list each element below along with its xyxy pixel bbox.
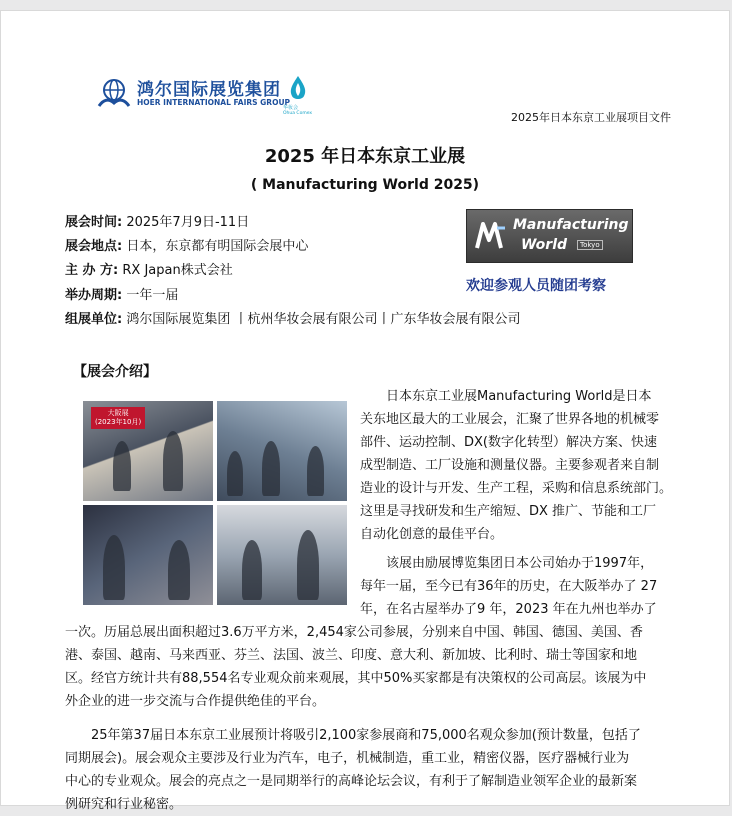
manufacturing-world-logo <box>466 209 633 263</box>
info-value: 鸿尔国际展览集团 丨杭州华妆会展有限公司丨广东华妆会展有限公司 <box>122 311 521 327</box>
paragraph-line: 港、泰国、越南、马来西亚、芬兰、法国、波兰、印度、意大利、新加坡、比利时、瑞士等国家和地 <box>65 648 638 663</box>
intro-paragraph-1 <box>360 385 673 546</box>
info-row-exhibitors <box>65 308 520 332</box>
hoer-brand-cn: 鸿尔国际展览集团 <box>137 80 281 100</box>
paragraph-line: 区。经官方统计共有88,554名专业观众前来观展，其中50%买家都是有决策权的公司高层。该展为中 <box>65 671 647 686</box>
info-row-venue <box>65 235 520 259</box>
paragraph-line: 同期展会)。展会观众主要涉及行业为汽车，电子，机械制造，重工业，精密仪器，医疗器械行业为 <box>65 751 630 766</box>
paragraph-line: 25年第37届日本东京工业展预计将吸引2,100家参展商和75,000名观众参加(预计数量，包括了 <box>91 728 641 743</box>
paragraph-line: 一次。历届总展出面积超过3.6万平方米，2,454家公司参展，分别来自中国、韩国、德国、美国、香 <box>65 625 643 640</box>
ohua-brand-cn: 华妆会 <box>283 105 299 111</box>
intro-paragraph-3 <box>65 724 669 816</box>
paragraph-line: 例研究和行业秘密。 <box>65 797 183 812</box>
photo-figure <box>242 540 262 600</box>
photo-tag: 大阪展 (2023年10月) <box>91 407 145 429</box>
photo-figure <box>103 535 125 600</box>
ohua-drop-logo-icon <box>283 74 313 104</box>
paragraph-line: 每年一届，至今已有36年的历史，在大阪举办了 27 <box>360 579 658 594</box>
paragraph-line: 日本东京工业展Manufacturing World是日本 <box>386 389 652 404</box>
photo-figure <box>163 431 183 491</box>
paragraph-line: 部件、运动控制、DX(数字化转型）解决方案、快速 <box>360 435 657 450</box>
info-row-time <box>65 211 520 235</box>
photo-figure <box>113 441 131 491</box>
exhibition-photo-grid <box>83 401 347 605</box>
info-row-organizer <box>65 259 520 283</box>
intro-paragraph-2 <box>360 552 668 621</box>
document-subtitle: ( Manufacturing World 2025) <box>250 177 480 193</box>
photo-figure <box>262 441 280 496</box>
photo-figure <box>307 446 324 496</box>
photo-figure <box>227 451 243 496</box>
mw-logo-line2: World <box>521 237 568 253</box>
paragraph-line: 关东地区最大的工业展会，汇聚了世界各地的机械零 <box>360 412 660 427</box>
paragraph-line: 这里是寻找研发和生产缩短、DX 推广、节能和工厂 <box>360 504 657 519</box>
header-note: 2025年日本东京工业展项目文件 <box>511 111 671 124</box>
paragraph-line: 外企业的进一步交流与合作提供绝佳的平台。 <box>65 694 326 709</box>
section-title: 【展会介绍】 <box>73 364 157 380</box>
mw-logo-line1: Manufacturing <box>513 217 629 233</box>
document-title: 2025 年日本东京工业展 <box>264 146 466 167</box>
hoer-globe-logo-icon <box>97 76 131 110</box>
info-label: 展会时间: <box>65 215 123 230</box>
info-row-cycle <box>65 284 520 308</box>
hoer-brand-en: HOER INTERNATIONAL FAIRS GROUP <box>137 98 291 107</box>
logo-area <box>97 66 337 126</box>
event-info-list <box>65 211 520 332</box>
photo-figure <box>297 530 319 600</box>
info-label: 展会地点: <box>65 239 123 255</box>
exhibition-photo <box>217 505 347 605</box>
photo-figure <box>168 540 190 600</box>
welcome-note: 欢迎参观人员随团考察 <box>466 278 606 294</box>
exhibition-photo <box>217 401 347 501</box>
mw-logo-icon <box>475 220 507 252</box>
paragraph-line: 造业的设计与开发、生产工程，采购和信息系统部门。 <box>360 481 673 496</box>
info-value: 2025年7月9日-11日 <box>122 215 250 230</box>
info-label: 举办周期: <box>65 287 123 303</box>
exhibition-photo <box>83 505 213 605</box>
info-value: 一年一届 <box>122 287 179 303</box>
paragraph-line: 年，在名古屋举办了9 年，2023 年在九州也举办了 <box>360 602 657 617</box>
info-label: 组展单位: <box>65 311 123 327</box>
mw-logo-tag: Tokyo <box>577 240 603 250</box>
info-label: 主 办 方: <box>65 263 119 279</box>
exhibition-photo <box>83 401 213 501</box>
paragraph-line: 成型制造、工厂设施和测量仪器。主要参观者来自制 <box>360 458 660 473</box>
paragraph-line: 中心的专业观众。展会的亮点之一是同期举行的高峰论坛会议，有利于了解制造业领军企业的最新案 <box>65 774 638 789</box>
paragraph-line: 该展由励展博览集团日本公司始办于1997年， <box>386 556 654 571</box>
info-value: RX Japan株式会社 <box>118 263 233 279</box>
document-page <box>0 10 730 812</box>
info-value: 日本，东京都有明国际会展中心 <box>122 239 309 255</box>
paragraph-line: 自动化创意的最佳平台。 <box>360 527 504 542</box>
ohua-brand-en: Ohua Comex <box>283 111 313 116</box>
intro-paragraph-2-continued <box>65 621 669 713</box>
